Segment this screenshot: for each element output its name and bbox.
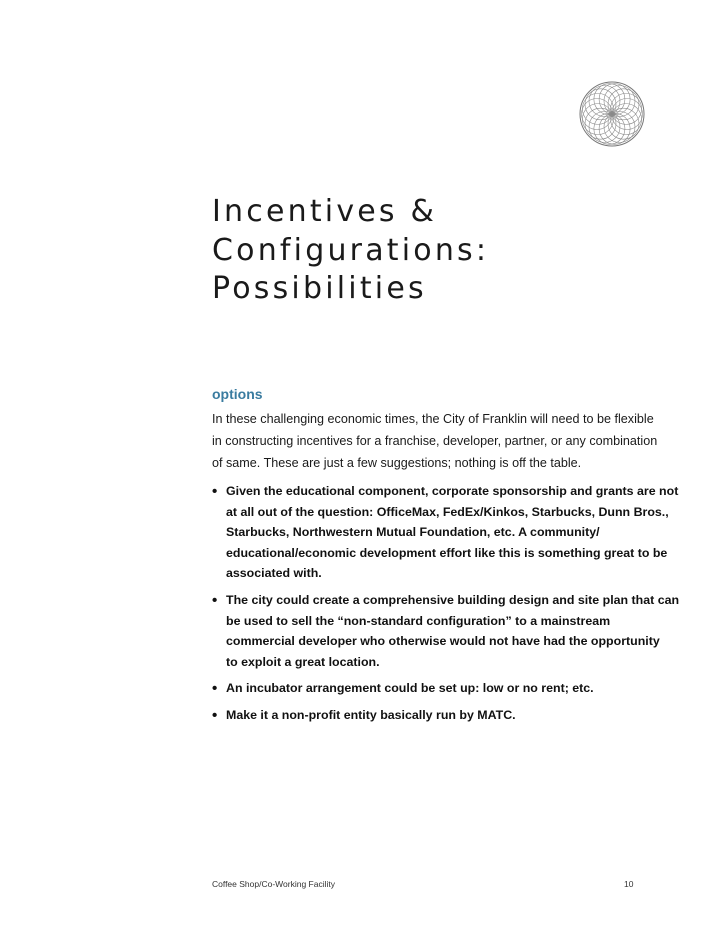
bullet-dot-icon: • xyxy=(212,483,218,500)
bullet-dot-icon: • xyxy=(212,591,218,609)
intro-line: in constructing incentives for a franchise, developer, partner, or any combination xyxy=(212,433,658,448)
bullet-item xyxy=(212,678,652,699)
bullet-dot-icon: • xyxy=(212,706,218,724)
bullet-line: commercial developer who otherwise would not have had the opportunity xyxy=(226,634,660,649)
bullet-list xyxy=(212,481,680,732)
footer-document-title: Coffee Shop/Co-Working Facility xyxy=(212,879,335,889)
bullet-line: at all out of the question: OfficeMax, FedEx/Kinkos, Starbucks, Dunn Bros., xyxy=(226,504,669,519)
title-line: Possibilities xyxy=(212,271,427,306)
intro-paragraph xyxy=(212,409,658,474)
bullet-line: associated with. xyxy=(226,566,322,581)
bullet-item xyxy=(212,590,680,672)
footer-page-number: 10 xyxy=(624,879,634,889)
intro-line: of same. These are just a few suggestions; nothing is off the table. xyxy=(212,455,582,470)
bullet-line: educational/economic development effort like this is something great to be xyxy=(226,545,668,560)
bullet-line: An incubator arrangement could be set up: low or no rent; etc. xyxy=(226,681,594,696)
section-heading: options xyxy=(212,386,263,402)
bullet-line: Given the educational component, corporate sponsorship and grants are not xyxy=(226,484,679,498)
title-line: Configurations: xyxy=(212,232,490,268)
bullet-line: The city could create a comprehensive building design and site plan that can xyxy=(226,592,680,607)
bullet-item xyxy=(212,705,652,726)
bullet-dot-icon: • xyxy=(212,680,218,698)
intro-line: In these challenging economic times, the City of Franklin will need to be flexible xyxy=(212,412,654,426)
bullet-item xyxy=(212,481,679,584)
page-title xyxy=(212,193,489,309)
spirograph-circle-icon xyxy=(578,80,646,148)
bullet-line: to exploit a great location. xyxy=(226,654,380,669)
title-line: Incentives & xyxy=(212,194,438,229)
bullet-line: Make it a non-profit entity basically run by MATC. xyxy=(226,707,516,722)
bullet-line: be used to sell the “non-standard configuration” to a mainstream xyxy=(226,613,611,628)
bullet-line: Starbucks, Northwestern Mutual Foundation, etc. A community/ xyxy=(226,525,600,540)
